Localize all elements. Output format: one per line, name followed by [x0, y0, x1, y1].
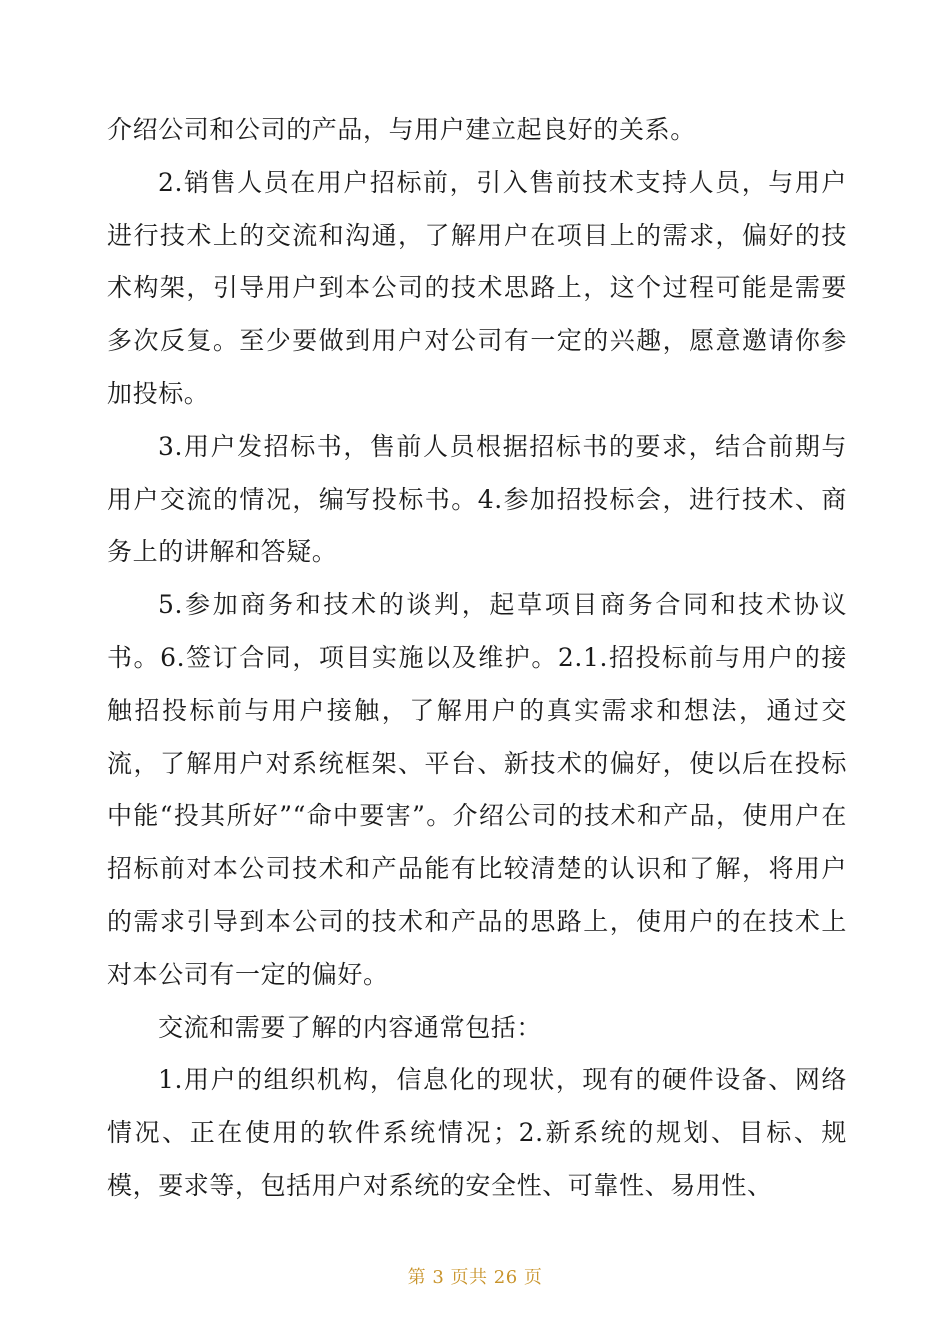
paragraph-6: 1.用户的组织机构，信息化的现状，现有的硬件设备、网络情况、正在使用的软件系统情况；2.新系统的规划、目标、规模，要求等，包括用户对系统的安全性、可靠性、易用性、: [107, 1065, 847, 1200]
paragraph-4: 5.参加商务和技术的谈判，起草项目商务合同和技术协议书。6.签订合同，项目实施以及维护。2.1.招投标前与用户的接触招投标前与用户接触，了解用户的真实需求和想法，通过交流，了解用户对系统框架、平台、新技术的偏好，使以后在投标中能“投其所好”“命中要害”。介绍公司的技术和产品，使用户在招标前对本公司技术和产品能有比较清楚的认识和了解，将用户的需求引导到本公司的技术和产品的思路上，使用户的在技术上对本公司有一定的偏好。: [107, 590, 847, 989]
paragraph-1: 介绍公司和公司的产品，与用户建立起良好的关系。: [107, 115, 696, 144]
paragraph-5: 交流和需要了解的内容通常包括：: [158, 1012, 543, 1042]
page-number-footer: 第 3 页共 26 页: [407, 1267, 543, 1288]
paragraph-3: 3.用户发招标书，售前人员根据招标书的要求，结合前期与用户交流的情况，编写投标书。4.参加招投标会，进行技术、商务上的讲解和答疑。: [107, 431, 847, 567]
paragraph-2: 2.销售人员在用户招标前，引入售前技术支持人员，与用户进行技术上的交流和沟通，了解用户在项目上的需求，偏好的技术构架，引导用户到本公司的技术思路上，这个过程可能是需要多次反复。至少要做到用户对公司有一定的兴趣，愿意邀请你参加投标。: [107, 167, 847, 408]
document-body: [107, 104, 847, 1213]
